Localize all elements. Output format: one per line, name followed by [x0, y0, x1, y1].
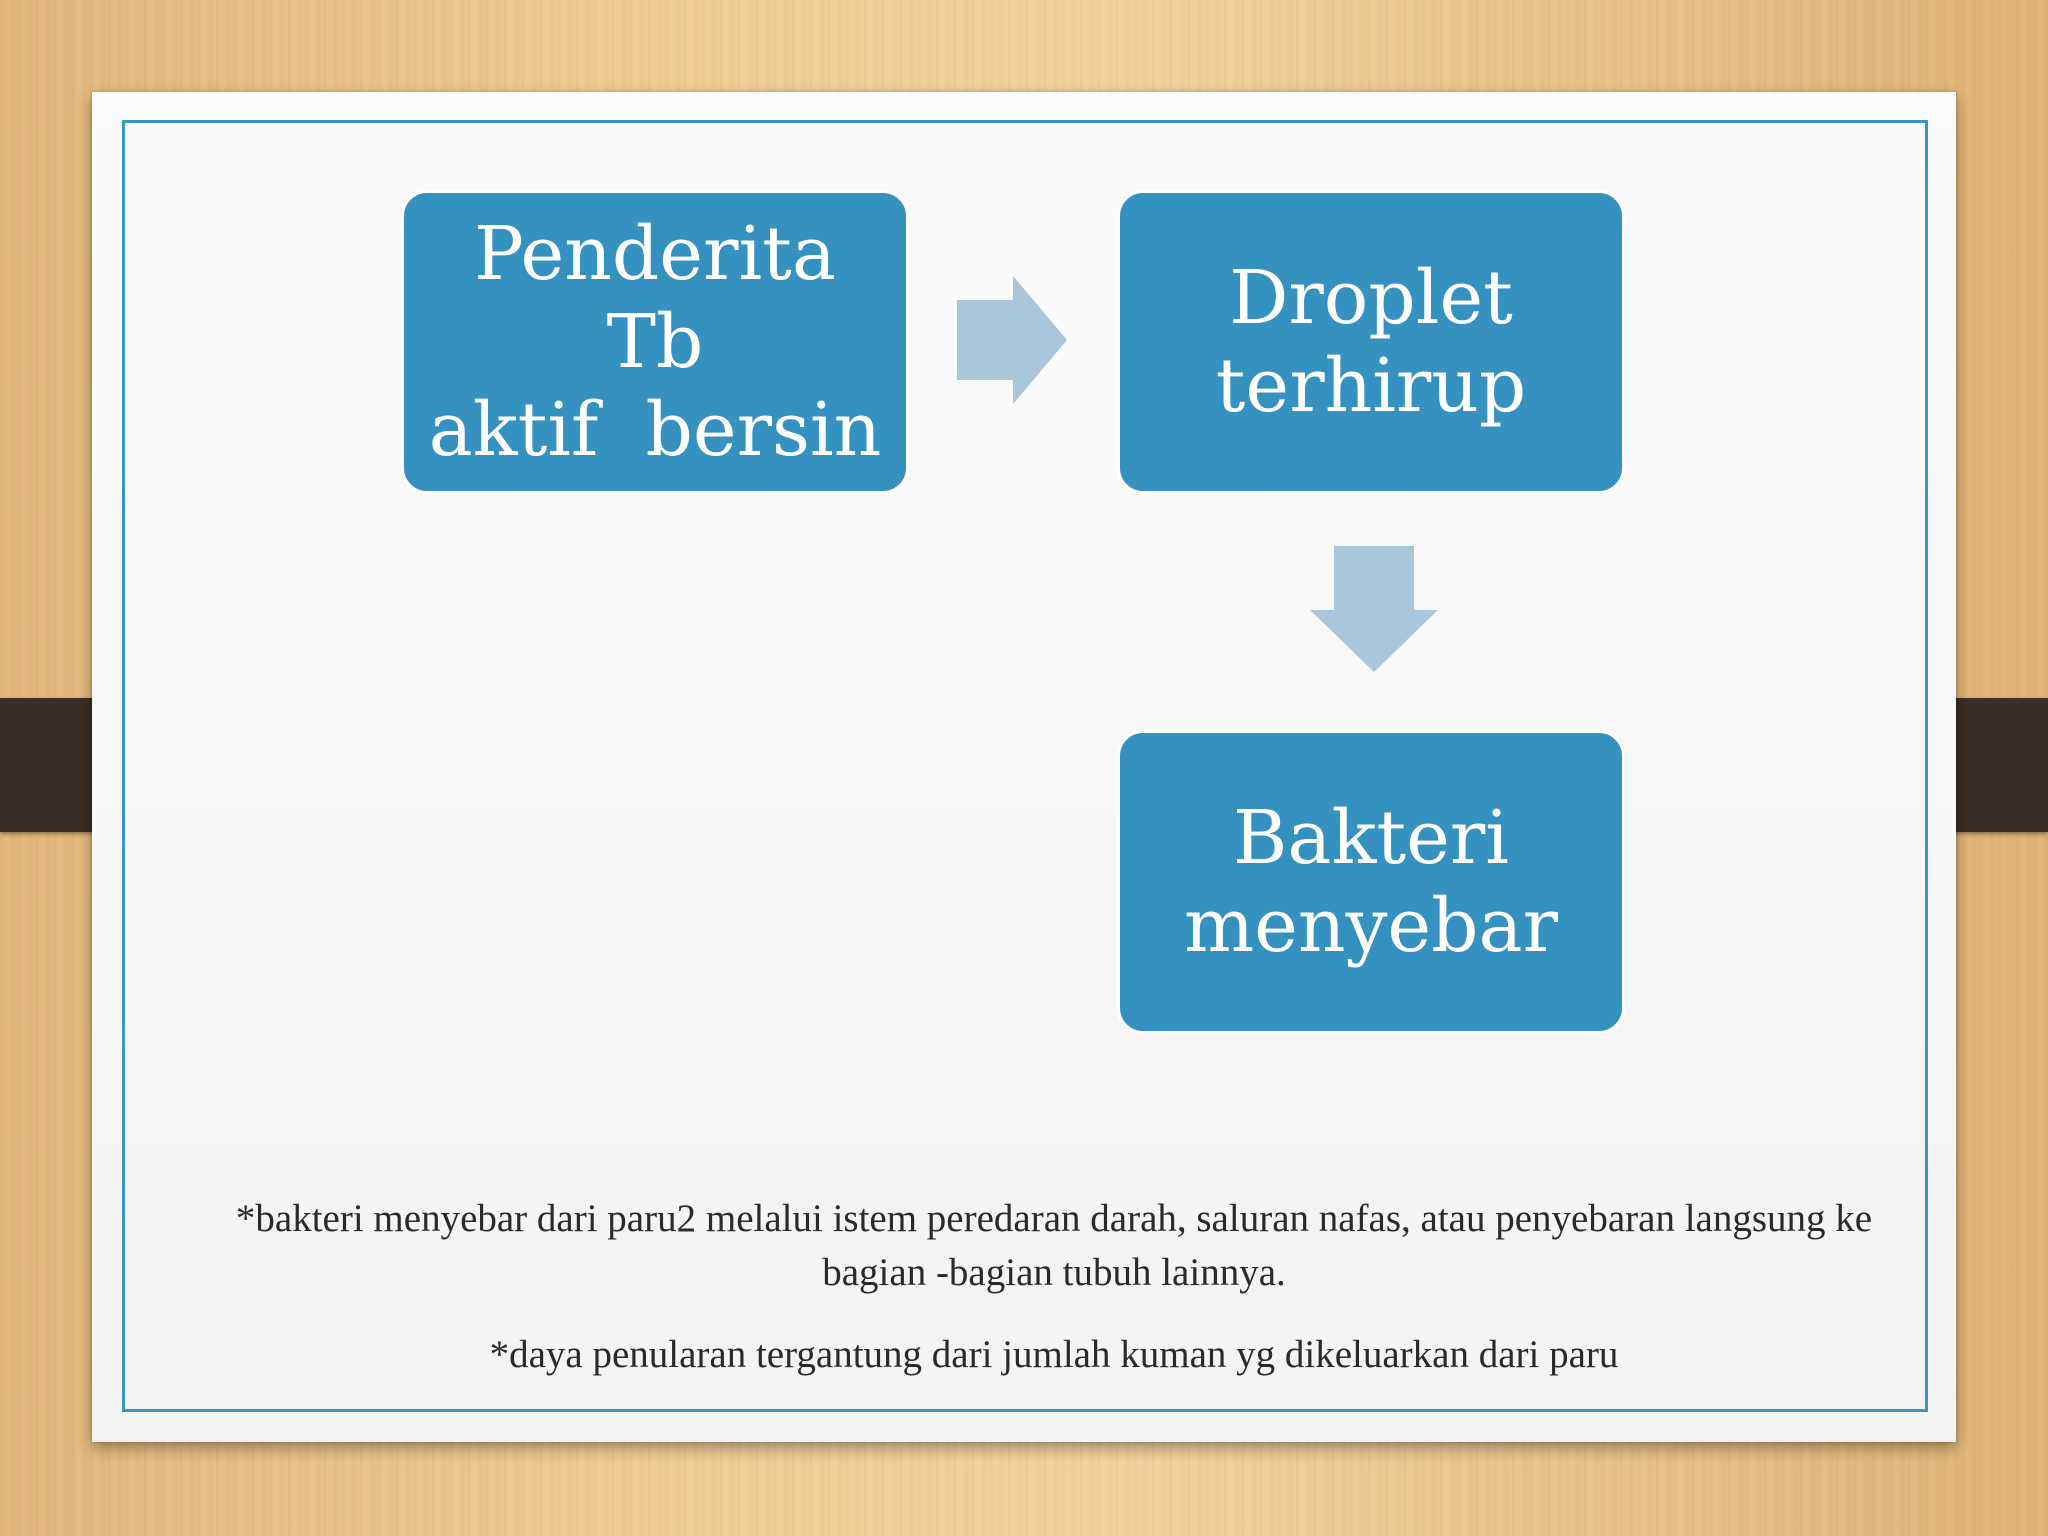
- arrow-down-icon: [1310, 546, 1438, 672]
- node-droplet-line1: Droplet: [1229, 255, 1513, 341]
- note-1-line-2: bagian -bagian tubuh lainnya.: [822, 1251, 1286, 1294]
- arrow-right-icon: [957, 276, 1067, 404]
- node-penderita-tb: [401, 190, 909, 494]
- node-penderita-tb-line1: Penderita Tb: [474, 211, 836, 385]
- notes: [152, 1192, 1956, 1382]
- slide: [92, 92, 1956, 1442]
- node-bakteri-line2: menyebar: [1183, 883, 1559, 969]
- note-2: *daya penularan tergantung dari jumlah kuman yg dikeluarkan dari paru: [489, 1333, 1619, 1376]
- node-droplet: [1117, 190, 1625, 494]
- node-droplet-line2: terhirup: [1215, 343, 1527, 429]
- node-penderita-tb-line2: aktif bersin: [428, 387, 882, 473]
- node-bakteri: [1117, 730, 1625, 1034]
- node-bakteri-line1: Bakteri: [1233, 795, 1509, 881]
- note-1-line-1: *bakteri menyebar dari paru2 melalui istem peredaran darah, saluran nafas, atau penyebaran langsung ke: [235, 1197, 1873, 1240]
